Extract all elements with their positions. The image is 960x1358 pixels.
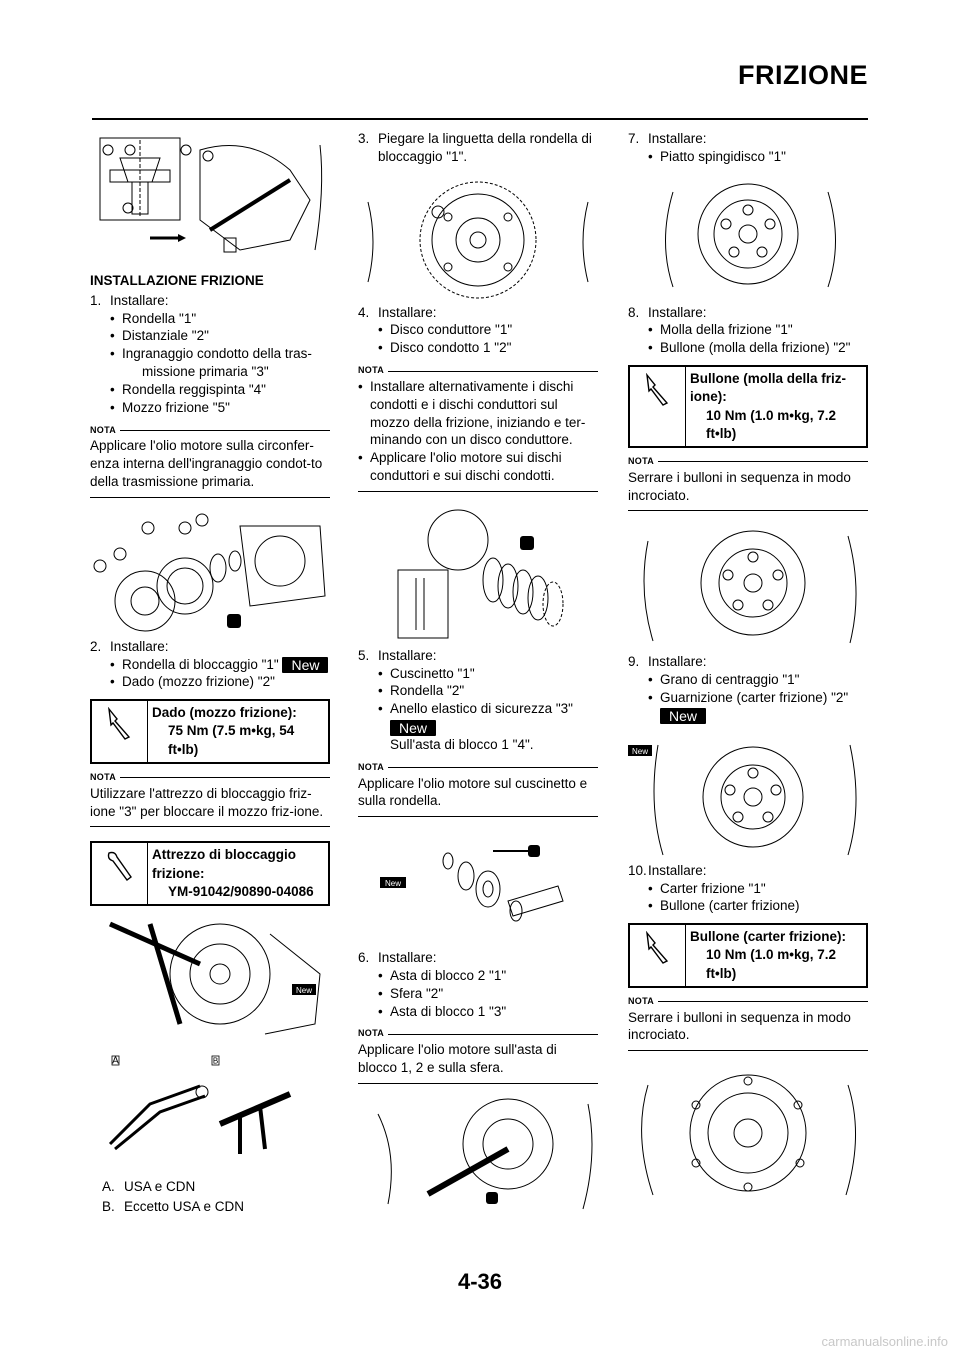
step-number: 1.	[90, 292, 102, 308]
spec-label: Dado (mozzo frizione):	[152, 705, 297, 721]
step-1-items	[90, 310, 330, 417]
step-5-items	[358, 665, 598, 754]
step-2-items	[90, 656, 330, 692]
list-item: • Sfera "2"	[378, 985, 598, 1003]
note-label: NOTA	[628, 455, 655, 466]
step-number: 8.	[628, 304, 640, 320]
step-7	[628, 130, 868, 148]
step-title: Installare:	[378, 647, 437, 663]
spec-tool	[90, 841, 330, 906]
page-number: 4-36	[457, 1269, 503, 1294]
illustration-clutch-hub-exploded	[90, 506, 330, 636]
torque-wrench-icon	[92, 701, 148, 762]
caption-text: USA e CDN	[124, 1179, 196, 1195]
illustration-bearing-rod	[358, 831, 598, 941]
new-badge: New	[390, 720, 436, 736]
step-4	[358, 304, 598, 322]
step-number: 6.	[358, 950, 370, 966]
note-label: NOTA	[628, 995, 655, 1006]
list-item: • Anello elastico di sicurezza "3"	[378, 700, 598, 718]
note-3	[358, 365, 598, 492]
note-label: NOTA	[358, 761, 385, 772]
note-label: NOTA	[358, 365, 385, 376]
list-item: • Disco condotto 1 "2"	[378, 339, 598, 357]
step-title: Installare:	[110, 292, 169, 308]
step-number: 3.	[358, 131, 370, 146]
illustration-clutch-cover	[628, 1065, 868, 1205]
list-item: • Bullone (carter frizione)	[648, 897, 868, 915]
spec-value: 10 Nm (1.0 m•kg, 7.2	[706, 947, 837, 963]
note-1	[90, 425, 330, 498]
note-item: • Applicare l'olio motore sui dischi conduttori e sui dischi condotti.	[358, 449, 598, 485]
step-10	[628, 862, 868, 880]
illustration-clutch-puller	[90, 130, 330, 270]
step-title: Installare:	[378, 304, 437, 320]
illustration-bolt-sequence	[628, 521, 868, 651]
spec-label-cont: frizione:	[152, 865, 205, 881]
new-badge: New	[282, 657, 328, 673]
step-10-items	[628, 880, 868, 916]
note-7	[628, 996, 868, 1052]
spec-label: Bullone (molla della friz-	[690, 371, 847, 387]
note-6	[628, 456, 868, 512]
spec-value-cont: ft•lb)	[706, 965, 737, 981]
illustration-holding-tool	[90, 914, 330, 1182]
watermark: carmanualsonline.info	[821, 1333, 948, 1349]
list-item: • Bullone (molla della frizione) "2"	[648, 339, 868, 357]
note-text: Applicare l'olio motore sulla circonfer-enza interna dell'ingranaggio condot-to della trasmissione primaria.	[90, 438, 323, 489]
step-number: 10.	[628, 862, 647, 878]
step-number: 2.	[90, 638, 102, 654]
note-label: NOTA	[358, 1028, 385, 1039]
step-3	[358, 130, 598, 166]
note-text: Serrare i bulloni in sequenza in modo incrociato.	[628, 469, 851, 503]
note-text: Utilizzare l'attrezzo di bloccaggio friz-ione "3" per bloccare il mozzo friz-ione.	[90, 785, 324, 819]
list-item-text: Rondella di bloccaggio "1"	[122, 656, 279, 672]
step-title: Installare:	[648, 304, 707, 320]
note-text: Applicare l'olio motore sul cuscinetto e sulla rondella.	[358, 775, 588, 809]
note-item: • Installare alternativamente i dischi condotti e i dischi conduttori sul mozzo della frizione, iniziando e ter-minando con un disco conduttore.	[358, 378, 598, 449]
header-divider	[92, 118, 868, 120]
caption-text: Eccetto USA e CDN	[124, 1198, 245, 1214]
step-5	[358, 647, 598, 665]
step-8-items	[628, 321, 868, 357]
list-item-extra: Sull'asta di blocco 1 "4".	[390, 736, 534, 752]
spec-torque-cover-bolt	[628, 923, 868, 988]
list-item: • Rondella "2"	[378, 682, 598, 700]
illustration-clutch-plates	[358, 500, 598, 645]
step-number: 9.	[628, 654, 640, 670]
list-item: • Disco conduttore "1"	[378, 321, 598, 339]
list-item: • Rondella "1"	[110, 310, 330, 328]
step-title: Installare:	[648, 654, 707, 670]
step-text: Piegare la linguetta della rondella di bloccaggio "1".	[378, 131, 592, 164]
note-2	[90, 772, 330, 828]
note-text: Serrare i bulloni in sequenza in modo incrociato.	[628, 1009, 851, 1043]
spec-torque-spring-bolt	[628, 365, 868, 448]
spec-label-cont: ione):	[690, 389, 727, 405]
column-right	[628, 130, 868, 1205]
caption-a	[90, 1178, 330, 1196]
list-item: • Rondella reggispinta "4"	[110, 381, 330, 399]
spec-value: 75 Nm (7.5 m•kg, 54	[168, 723, 295, 739]
list-item: • Cuscinetto "1"	[378, 665, 598, 683]
step-9	[628, 653, 868, 671]
spec-torque-nut	[90, 699, 330, 764]
figure-label-b: B	[212, 1056, 219, 1066]
figure-label-a: A	[112, 1055, 119, 1067]
list-item: • Molla della frizione "1"	[648, 321, 868, 339]
step-title: Installare:	[648, 862, 707, 878]
illustration-pressure-plate	[628, 172, 868, 302]
list-item: • Dado (mozzo frizione) "2"	[110, 673, 330, 691]
note-4	[358, 762, 598, 818]
tool-icon	[92, 843, 148, 904]
column-middle	[358, 130, 598, 1214]
list-item: • Guarnizione (carter frizione) "2"	[648, 689, 868, 707]
list-item: • Distanziale "2"	[110, 327, 330, 345]
step-6	[358, 949, 598, 967]
list-item: • Piatto spingidisco "1"	[648, 148, 868, 166]
spec-value-cont: ft•lb)	[168, 741, 199, 757]
spec-value-cont: ft•lb)	[706, 425, 737, 441]
step-title: Installare:	[378, 950, 437, 966]
section-title: INSTALLAZIONE FRIZIONE	[90, 273, 264, 288]
new-badge: New	[384, 879, 402, 889]
note-5	[358, 1028, 598, 1084]
step-4-items	[358, 321, 598, 357]
illustration-push-rod	[358, 1094, 598, 1214]
list-item	[110, 656, 330, 674]
step-title: Installare:	[648, 131, 707, 146]
spec-label: Bullone (carter frizione):	[690, 929, 847, 945]
page-title: FRIZIONE	[738, 60, 868, 90]
list-item: • Mozzo frizione "5"	[110, 399, 330, 417]
step-title: Installare:	[110, 638, 169, 654]
illustration-gasket	[628, 735, 868, 860]
list-item: • Asta di blocco 2 "1"	[378, 967, 598, 985]
spec-value: 10 Nm (1.0 m•kg, 7.2	[706, 407, 837, 423]
note-text: Applicare l'olio motore sull'asta di blocco 1, 2 e sulla sfera.	[358, 1042, 557, 1076]
step-6-items	[358, 967, 598, 1020]
step-1	[90, 292, 330, 310]
list-item: • Carter frizione "1"	[648, 880, 868, 898]
illustration-lock-washer	[358, 172, 598, 302]
list-item: • Asta di blocco 1 "3"	[378, 1003, 598, 1021]
column-left	[90, 130, 330, 1216]
step-9-items	[628, 671, 868, 724]
step-number: 7.	[628, 131, 640, 146]
spec-value: YM-91042/90890-04086	[168, 883, 314, 899]
note-label: NOTA	[90, 424, 117, 435]
step-number: 4.	[358, 304, 370, 320]
torque-wrench-icon	[630, 367, 686, 446]
list-item: • Ingranaggio condotto della tras-	[110, 345, 330, 363]
list-item: • Grano di centraggio "1"	[648, 671, 868, 689]
caption-b	[90, 1198, 330, 1216]
step-number: 5.	[358, 647, 370, 663]
step-2	[90, 638, 330, 656]
list-item-continuation: missione primaria "3"	[142, 364, 269, 380]
new-badge: New	[660, 708, 706, 724]
step-8	[628, 304, 868, 322]
new-badge: New	[295, 986, 313, 996]
caption-letter: A.	[102, 1179, 115, 1195]
spec-label: Attrezzo di bloccaggio	[152, 847, 297, 863]
caption-letter: B.	[102, 1198, 115, 1214]
torque-wrench-icon	[630, 925, 686, 986]
step-7-items	[628, 148, 868, 166]
note-label: NOTA	[90, 771, 117, 782]
new-badge: New	[631, 746, 649, 756]
